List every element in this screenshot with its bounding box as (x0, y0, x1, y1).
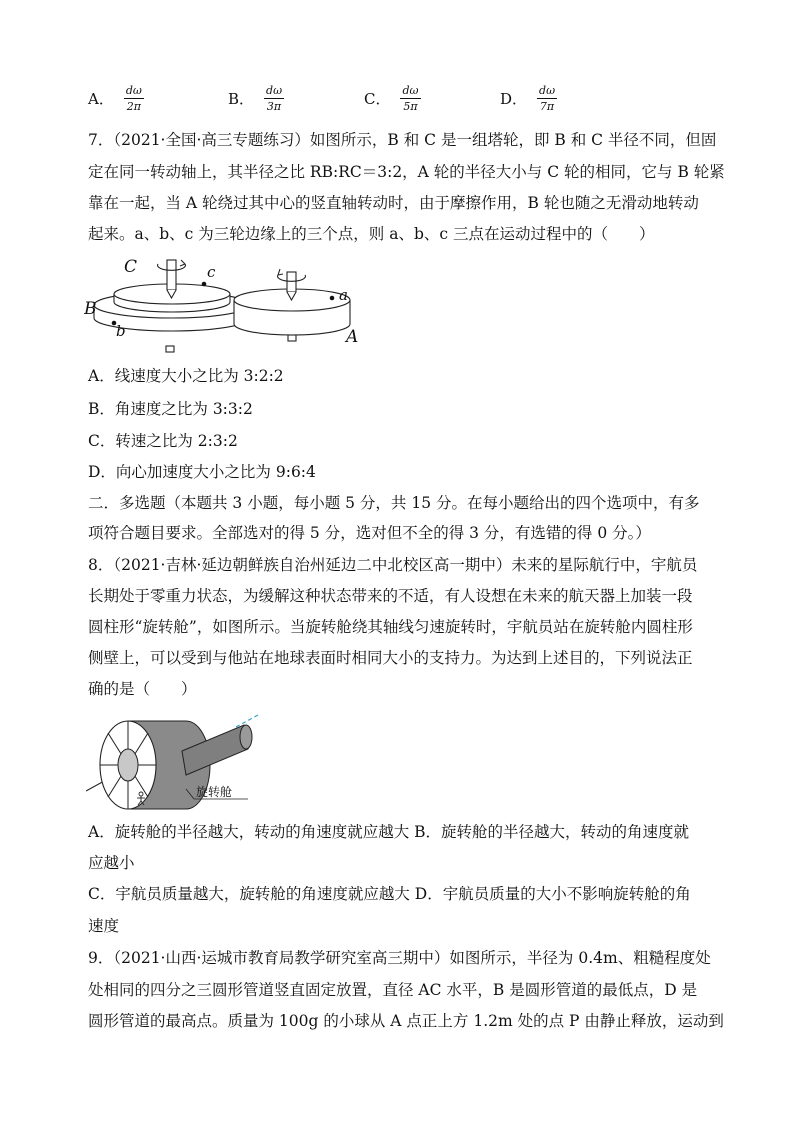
fraction-numerator: dω (125, 84, 142, 97)
fraction-numerator: dω (539, 84, 556, 97)
fraction-bar (400, 98, 420, 99)
point-c (202, 282, 207, 287)
fraction (537, 84, 557, 113)
fraction-bar (124, 98, 144, 99)
q7-stem-line-1: 7．（2021·全国·高三专题练习）如图所示，B 和 C 是一组塔轮，即 B 和 C 半径不同，但固 (88, 131, 717, 149)
fraction-denominator: 5π (403, 100, 418, 113)
option-label: C． (364, 90, 391, 108)
fraction-numerator: dω (402, 84, 419, 97)
q7-stem-line-2: 定在同一转动轴上，其半径之比 RB:RC＝3:2，A 轮的半径大小与 C 轮的相同，它与 B 轮紧 (88, 163, 725, 181)
q8-stem-line-4: 侧壁上，可以受到与他站在地球表面时相同大小的支持力。为达到上述目的，下列说法正 (88, 649, 693, 667)
q7-tower-wheel-figure (84, 250, 364, 360)
q7-option-b[interactable]: B．角速度之比为 3:3:2 (88, 400, 253, 418)
label-a: a (339, 286, 348, 304)
fraction-denominator: 2π (126, 100, 141, 113)
fraction-denominator: 3π (266, 100, 282, 113)
q8-stem-line-5: 确的是（ ） (88, 680, 197, 698)
label-B: B (84, 299, 97, 319)
option-label: B． (228, 90, 255, 108)
q8-option-line-2[interactable]: 应越小 (88, 854, 135, 872)
rotation-arrow-bc-head (180, 260, 185, 266)
label-c: c (207, 263, 216, 281)
q6-option-c[interactable] (364, 84, 421, 113)
q7-option-d[interactable]: D．向心加速度大小之比为 9:6:4 (88, 463, 316, 481)
q6-option-a[interactable] (88, 84, 144, 113)
section2-header-line-2: 项符合题目要求。全部选对的得 5 分，选对但不全的得 3 分，有选错的得 0 分。） (88, 524, 651, 542)
option-label: D． (500, 90, 528, 108)
q8-rotating-module-figure (86, 703, 266, 813)
fraction-bar (264, 98, 284, 99)
q8-stem-line-2: 长期处于零重力状态，为缓解这种状态带来的不适，有人设想在未来的航天器上加装一段 (88, 587, 693, 605)
option-label: A． (88, 90, 114, 108)
q7-stem-line-3: 靠在一起，当 A 轮绕过其中心的竖直轴转动时，由于摩擦作用，B 轮也随之无滑动地转动 (88, 194, 699, 212)
q9-stem-line-2: 处相同的四分之三圆形管道竖直固定放置，直径 AC 水平，B 是圆形管道的最低点，D 是 (88, 981, 698, 999)
fraction-denominator: 7π (539, 100, 555, 113)
hub-end (240, 725, 252, 749)
fraction (124, 84, 144, 113)
q7-option-c[interactable]: C．转速之比为 2:3:2 (88, 432, 238, 450)
q9-stem-line-3: 圆形管道的最高点。质量为 100g 的小球从 A 点正上方 1.2m 处的点 P 由静止释放，运动到 (88, 1012, 724, 1030)
point-a (330, 296, 335, 301)
fraction-bar (537, 98, 557, 99)
q8-option-line-4[interactable]: 速度 (88, 917, 120, 935)
q8-stem-line-1: 8．（2021·吉林·延边朝鲜族自治州延边二中北校区高一期中）未来的星际航行中，宇航员 (88, 556, 698, 574)
fraction-numerator: dω (266, 84, 283, 97)
q6-options (88, 84, 708, 120)
fraction (264, 84, 284, 113)
rotation-arrow-a-head (278, 269, 283, 275)
label-A: A (346, 327, 359, 347)
shaft-bc-bottom (166, 346, 174, 352)
shaft-a (287, 272, 296, 292)
q7-option-a[interactable]: A．线速度大小之比为 3:2:2 (88, 367, 284, 385)
q9-stem-line-1: 9．（2021·山西·运城市教育局教学研究室高三期中）如图所示，半径为 0.4m、粗糙程度处 (88, 949, 711, 967)
q8-option-line-1[interactable]: A．旋转舱的半径越大，转动的角速度就应越大 B．旋转舱的半径越大，转动的角速度就 (88, 823, 690, 841)
q7-stem-line-4: 起来。a、b、c 为三轮边缘上的三个点，则 a、b、c 三点在运动过程中的（ ） (88, 225, 655, 243)
shaft-bc (167, 260, 176, 290)
rotating-module-label: 旋转舱 (196, 785, 233, 799)
label-b: b (116, 322, 126, 340)
fraction (400, 84, 420, 113)
q8-stem-line-3: 圆柱形“旋转舱”，如图所示。当旋转舱绕其轴线匀速旋转时，宇航员站在旋转舱内圆柱形 (88, 618, 693, 636)
label-C: C (124, 257, 138, 277)
q8-option-line-3[interactable]: C．宇航员质量越大，旋转舱的角速度就应越大 D．宇航员质量的大小不影响旋转舱的角 (88, 885, 691, 903)
shaft-a-bottom (288, 335, 296, 341)
section2-header-line-1: 二．多选题（本题共 3 小题，每小题 5 分，共 15 分。在每小题给出的四个选项中，有多 (88, 494, 700, 512)
inner-hub (118, 749, 138, 781)
q6-option-d[interactable] (500, 84, 557, 113)
q6-option-b[interactable] (228, 84, 284, 113)
